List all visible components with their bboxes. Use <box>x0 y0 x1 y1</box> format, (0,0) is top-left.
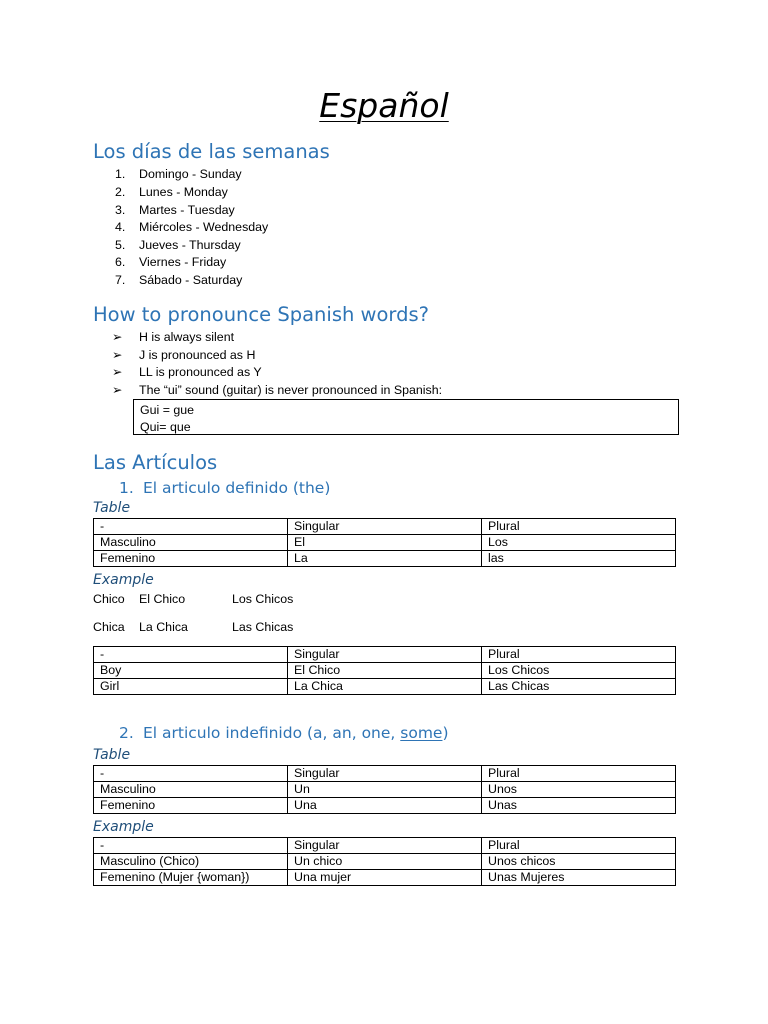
table-cell: Unos chicos <box>482 854 676 870</box>
arrow-bullet-icon: ➢ <box>112 330 123 344</box>
table-cell: Las Chicas <box>482 679 676 695</box>
table-row <box>94 870 676 886</box>
table-cell: Singular <box>288 519 482 535</box>
table-cell: Singular <box>288 647 482 663</box>
table-cell: El <box>288 535 482 551</box>
table-cell: Masculino <box>94 535 288 551</box>
label-table: Table <box>93 747 131 763</box>
table-cell: La Chica <box>288 679 482 695</box>
table-cell: Plural <box>482 766 676 782</box>
table-row <box>94 663 676 679</box>
pronounce-box <box>133 399 679 435</box>
table-cell: Masculino <box>94 782 288 798</box>
table-cell: las <box>482 551 676 567</box>
table-row <box>94 766 676 782</box>
table-row <box>94 551 676 567</box>
example-word: Chica <box>93 620 125 634</box>
heading-text-suffix: ) <box>442 724 449 742</box>
table-cell: Los Chicos <box>482 663 676 679</box>
heading-articulos: Las Artículos <box>93 451 218 474</box>
table-cell: Unas <box>482 798 676 814</box>
box-line: Gui = gue <box>140 403 195 417</box>
table-cell: Singular <box>288 838 482 854</box>
example-word: Chico <box>93 592 125 606</box>
table-cell: Femenino (Mujer {woman}) <box>94 870 288 886</box>
table-cell: Singular <box>288 766 482 782</box>
example-plural: Las Chicas <box>232 620 294 634</box>
table-row <box>94 782 676 798</box>
arrow-bullet-icon: ➢ <box>112 383 123 397</box>
table-cell: Femenino <box>94 798 288 814</box>
indefinido-example-table <box>93 837 676 886</box>
table-cell: - <box>94 519 288 535</box>
arrow-bullet-icon: ➢ <box>112 365 123 379</box>
table-cell: Plural <box>482 519 676 535</box>
table-row <box>94 838 676 854</box>
table-cell: Boy <box>94 663 288 679</box>
table-cell: El Chico <box>288 663 482 679</box>
definido-table <box>93 518 676 567</box>
heading-number: 1. <box>119 479 134 497</box>
example-plural: Los Chicos <box>232 592 294 606</box>
table-cell: Girl <box>94 679 288 695</box>
heading-pronounce: How to pronounce Spanish words? <box>93 303 429 326</box>
table-row <box>94 854 676 870</box>
table-row <box>94 679 676 695</box>
table-cell: Un chico <box>288 854 482 870</box>
heading-number: 2. <box>119 724 134 742</box>
table-cell: Femenino <box>94 551 288 567</box>
heading-indefinido <box>119 723 449 743</box>
table-cell: La <box>288 551 482 567</box>
label-example: Example <box>93 572 154 588</box>
table-cell: Los <box>482 535 676 551</box>
heading-text: El articulo definido (the) <box>143 479 331 497</box>
heading-days: Los días de las semanas <box>93 140 330 163</box>
table-row <box>94 535 676 551</box>
table-cell: Un <box>288 782 482 798</box>
table-row <box>94 798 676 814</box>
example-singular: La Chica <box>139 620 188 634</box>
table-row <box>94 519 676 535</box>
table-cell: - <box>94 838 288 854</box>
table-cell: Masculino (Chico) <box>94 854 288 870</box>
document-title: Español <box>319 86 449 125</box>
example-singular: El Chico <box>139 592 186 606</box>
label-table: Table <box>93 500 131 516</box>
heading-definido <box>119 478 330 498</box>
table-cell: - <box>94 647 288 663</box>
indefinido-table <box>93 765 676 814</box>
box-line: Qui= que <box>140 420 191 434</box>
label-example: Example <box>93 819 154 835</box>
table-cell: Plural <box>482 838 676 854</box>
heading-link-some[interactable]: some <box>400 724 443 742</box>
table-cell: Una <box>288 798 482 814</box>
table-cell: Plural <box>482 647 676 663</box>
definido-example-table <box>93 646 676 695</box>
table-row <box>94 647 676 663</box>
table-cell: Unos <box>482 782 676 798</box>
table-cell: Una mujer <box>288 870 482 886</box>
table-cell: - <box>94 766 288 782</box>
arrow-bullet-icon: ➢ <box>112 348 123 362</box>
table-cell: Unas Mujeres <box>482 870 676 886</box>
heading-text: El articulo indefinido (a, an, one, <box>143 724 401 742</box>
